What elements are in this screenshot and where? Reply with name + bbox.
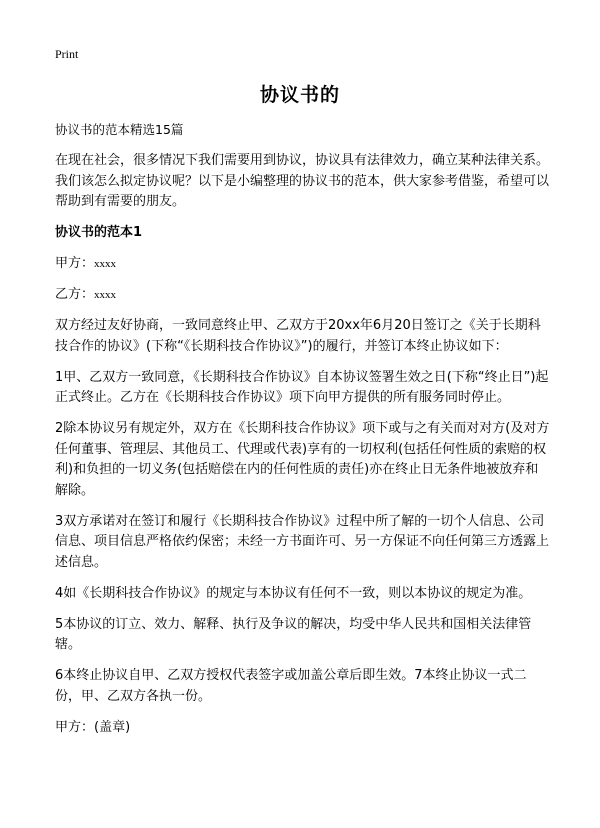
party-a-label: 甲方： bbox=[55, 256, 95, 271]
party-b-value: xxxx bbox=[94, 289, 117, 301]
party-a-line bbox=[55, 254, 550, 275]
clause-3-paragraph: 3双方承诺对在签订和履行《长期科技合作协议》过程中所了解的一切个人信息、公司信息、项目信息严格依约保密；未经一方书面许可、另一方保证不向任何第三方透露上述信息。 bbox=[55, 513, 550, 570]
clause-4-paragraph: 4如《长期科技合作协议》的规定与本协议有任何不一致，则以本协议的规定为准。 bbox=[55, 585, 532, 601]
signature-line: 甲方：(盖章) bbox=[55, 719, 131, 735]
party-b-label: 乙方： bbox=[55, 287, 95, 302]
intro-paragraph: 在现在社会，很多情况下我们需要用到协议，协议具有法律效力，确立某种法律关系。我们该怎么拟定协议呢？以下是小编整理的协议书的范本，供大家参考借鉴，希望可以帮助到有需要的朋友。 bbox=[55, 153, 550, 209]
agreement-paragraph: 双方经过友好协商，一致同意终止甲、乙双方于20xx年6月20日签订之《关于长期科技合作的协议》(下称“《长期科技合作协议》”)的履行，并签订本终止协议如下： bbox=[55, 318, 541, 354]
party-b-line bbox=[55, 285, 550, 306]
clause-1-paragraph: 1甲、乙双方一致同意，《长期科技合作协议》自本协议签署生效之日(下称“终止日”)起正式终止。乙方在《长期科技合作协议》项下向甲方提供的所有服务同时停止。 bbox=[55, 369, 549, 405]
clause-5-paragraph: 5本协议的订立、效力、解释、执行及争议的解决，均受中华人民共和国相关法律管辖。 bbox=[55, 616, 532, 652]
clause-6-7-paragraph: 6本终止协议自甲、乙双方授权代表签字或加盖公章后即生效。7本终止协议一式二份，甲、乙双方各执一份。 bbox=[55, 668, 527, 704]
section-heading: 协议书的范本1 bbox=[55, 225, 143, 240]
document-body bbox=[55, 120, 550, 749]
clause-2-paragraph: 2除本协议另有规定外，双方在《长期科技合作协议》项下或与之有关而对对方(及对方任何董事、管理层、其他员工、代理或代表)享有的一切权利(包括任何性质的索赔的权利)和负担的一切义务(包括赔偿在内的任何性质的责任)亦在终止日无条件地被放弃和解除。 bbox=[55, 421, 550, 498]
document-subtitle: 协议书的范本精选15篇 bbox=[55, 122, 184, 137]
print-label: Print bbox=[55, 47, 79, 61]
party-a-value: xxxx bbox=[94, 258, 117, 270]
document-title: 协议书的 bbox=[259, 84, 340, 106]
